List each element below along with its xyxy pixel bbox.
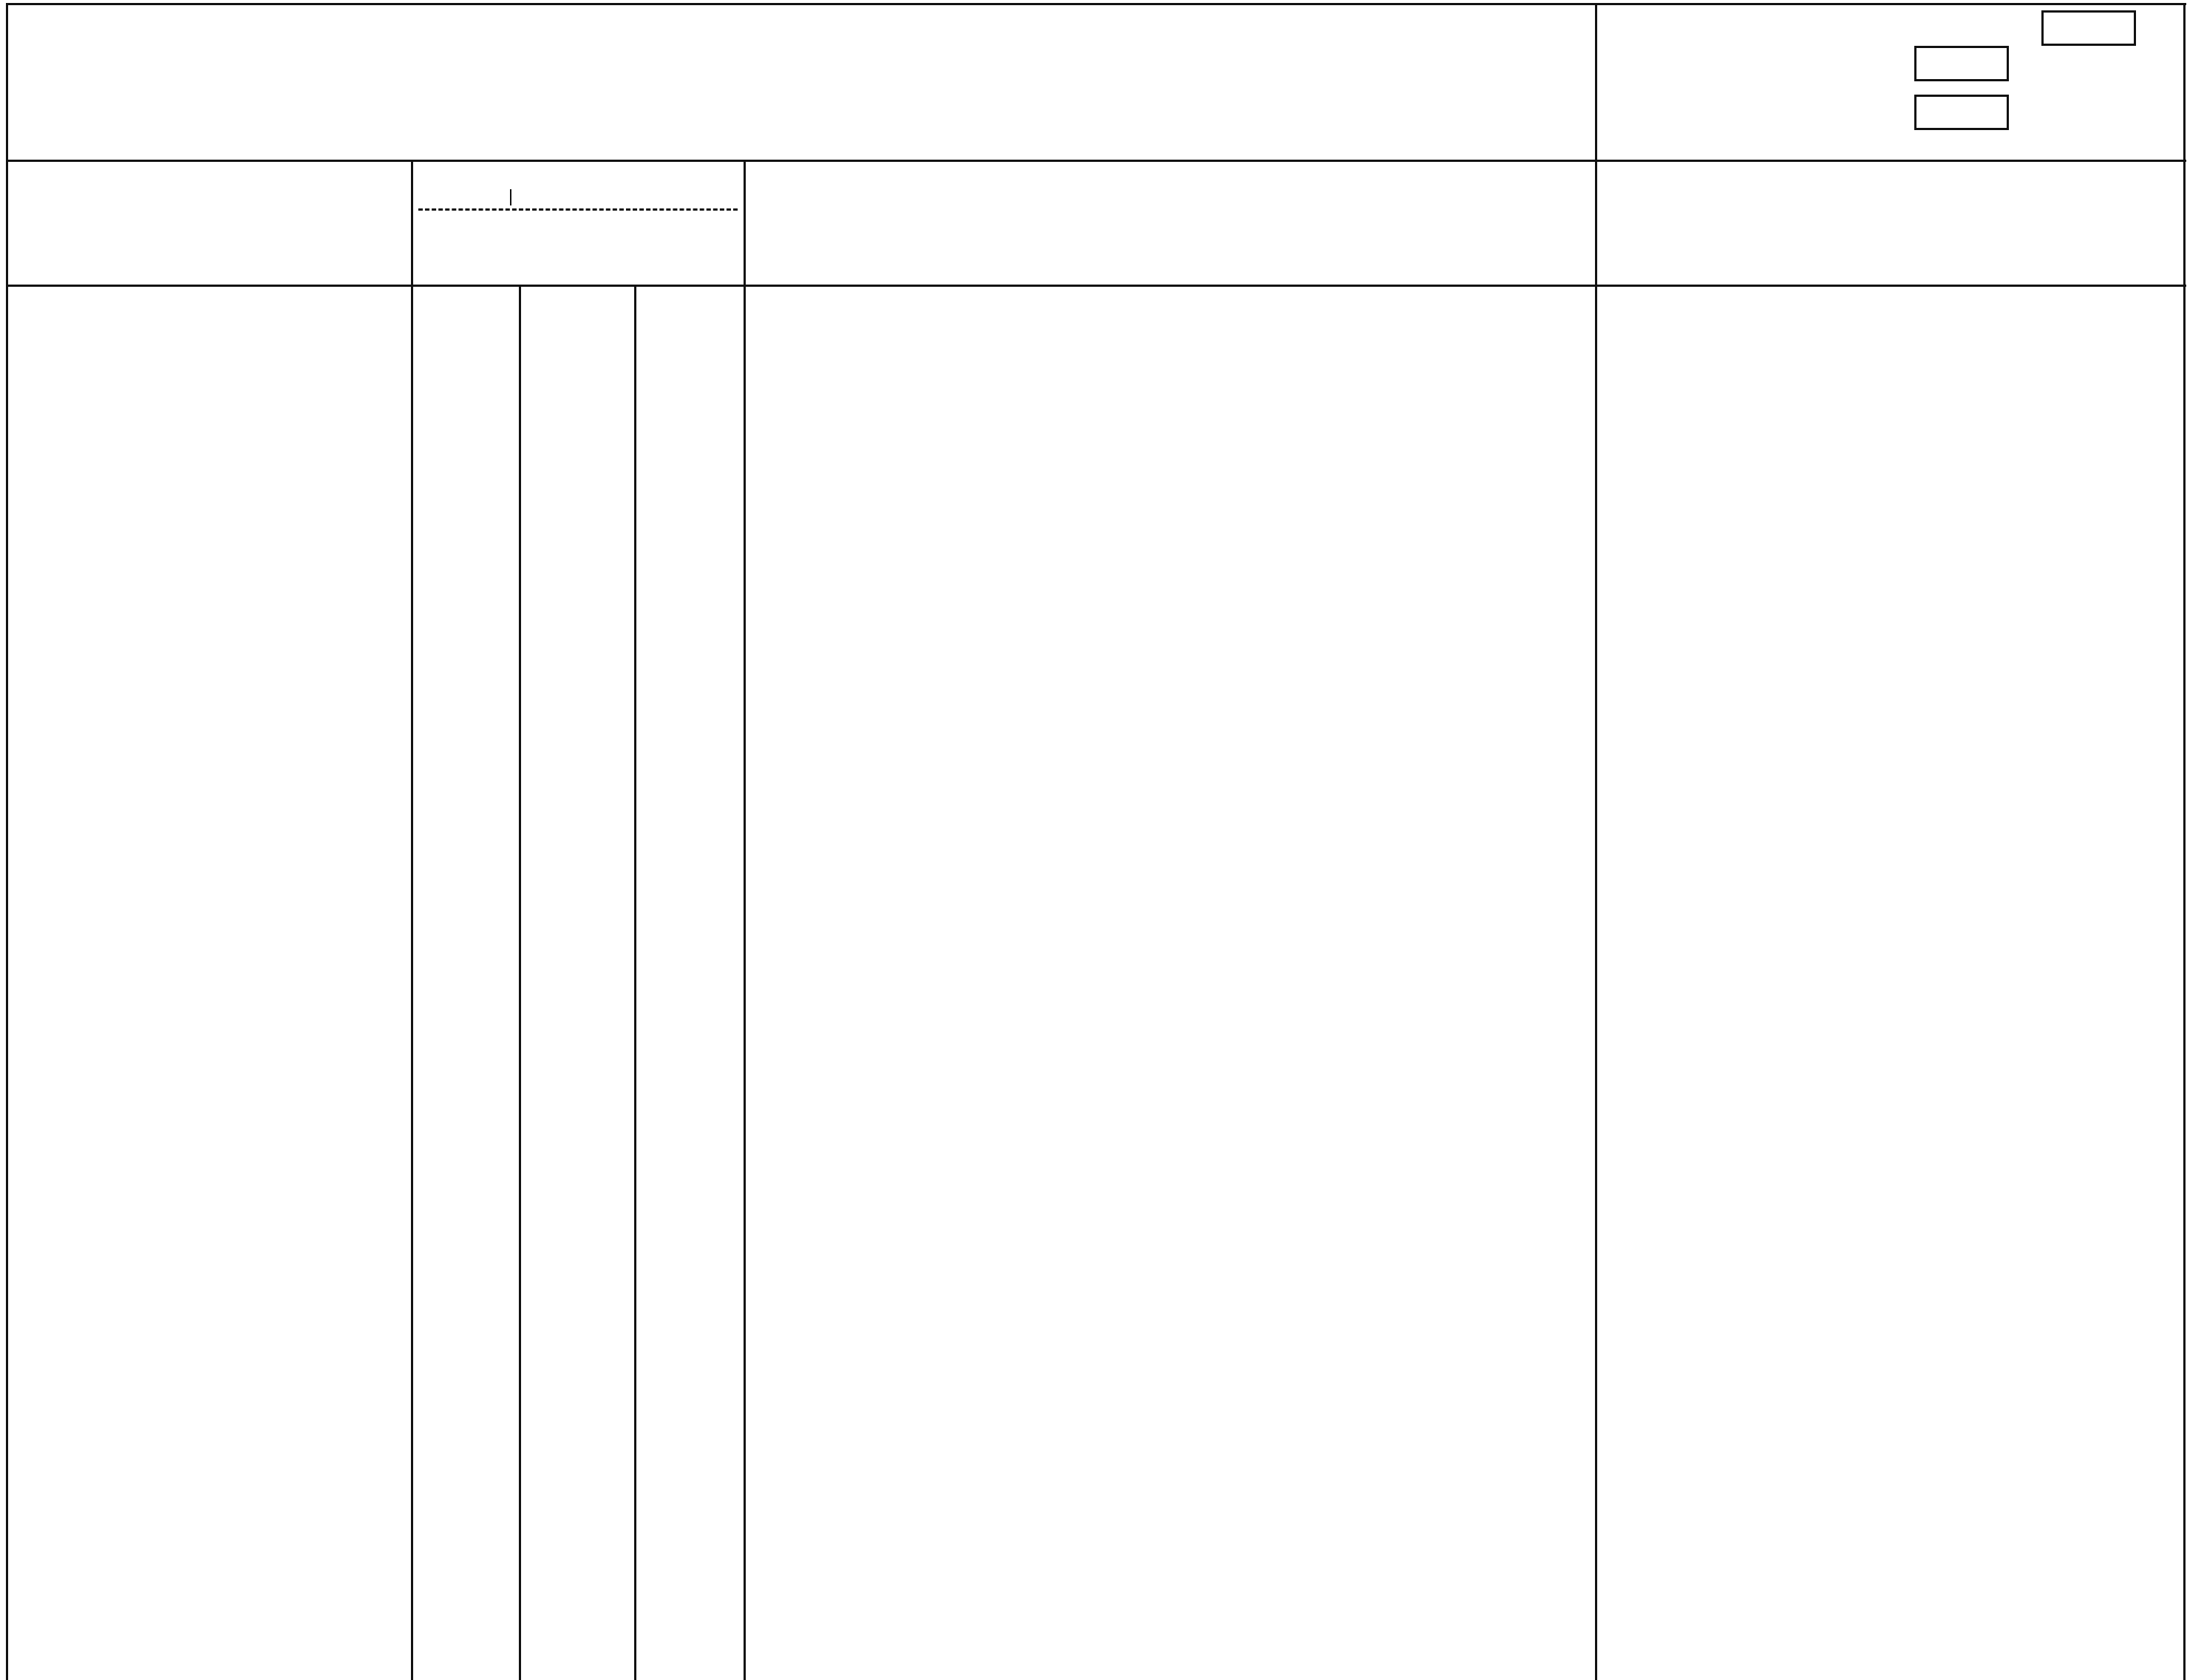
divider-name-credits [411, 160, 413, 1680]
frame-top [6, 3, 2186, 5]
frame-left [6, 3, 8, 1680]
frame-right [2183, 3, 2186, 1680]
per-cycle-box [1914, 46, 2009, 81]
divider-total-teo [519, 285, 521, 1680]
column-header-bottom-rule [6, 285, 2186, 287]
per-course-box [1914, 95, 2009, 130]
creditos-dashed-rule [418, 208, 738, 211]
header-bottom-rule [6, 160, 2186, 162]
divider-credits-desc [744, 160, 746, 1680]
divider-desc-areas [1595, 3, 1597, 1680]
divider-teo-prac [634, 285, 636, 1680]
credits-total-box [2041, 10, 2136, 46]
creditos-tick [510, 189, 511, 205]
